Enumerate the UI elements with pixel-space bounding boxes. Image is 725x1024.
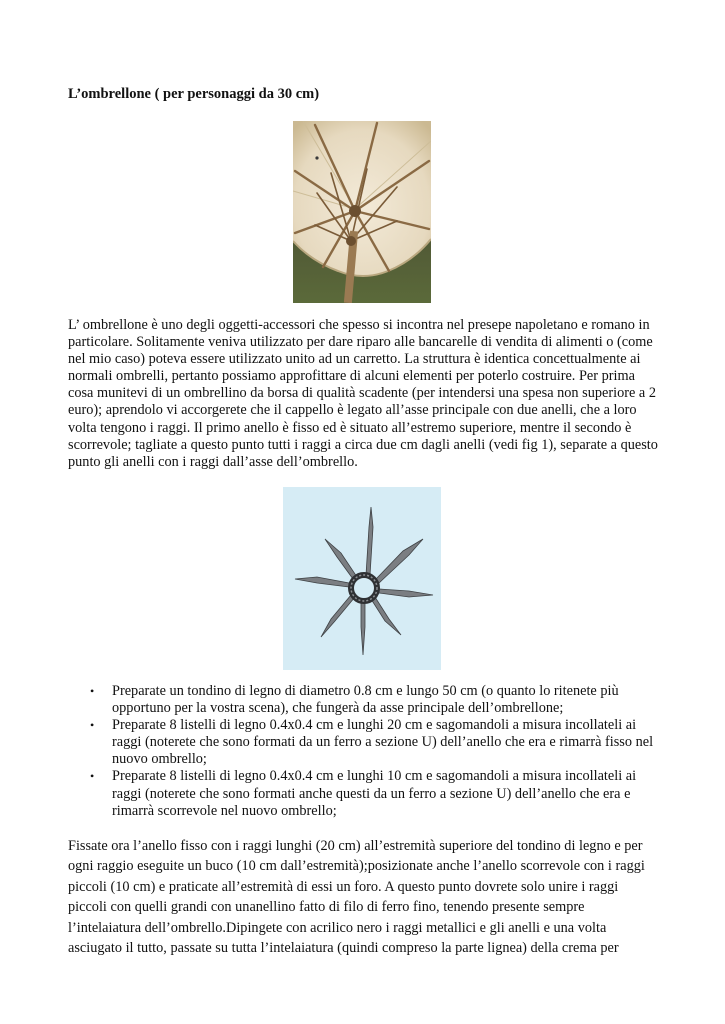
bullet-icon: •	[90, 718, 95, 733]
instruction-list	[68, 683, 658, 820]
list-item	[68, 768, 658, 819]
list-item	[68, 717, 658, 768]
bullet-icon: •	[90, 684, 95, 698]
document-title: L’ombrellone ( per personaggi da 30 cm)	[68, 86, 320, 102]
assembly-paragraph: Fissate ora l’anello fisso con i raggi lunghi (20 cm) all’estremità superiore del tondino di legno e per ogni raggio eseguite un buco (10 cm dall’estremità);posizionate anche l’anello scorrevole con i raggi piccoli (10 cm) e praticate all’estremità di essi un foro. A questo punto dovrete solo unire i raggi piccoli con quelli grandi con unanellino fatto di filo di ferro fino, tenendo presente sempre l’intelaiatura dell’ombrello.Dipingete con acrilico nero i raggi metallici e gli anelli e una volta asciugato il tutto, passate su tutta l’intelaiatura (quindi compreso la parte lignea) della crema per	[68, 838, 645, 957]
bullet-icon: •	[90, 769, 95, 784]
list-item-text: Preparate 8 listelli di legno 0.4x0.4 cm e lunghi 20 cm e sagomandoli a misura incollateli ai raggi (noterete che sono formati da un ferro a sezione U) dell’anello che era e rimarrà fisso nel nuovo ombrello;	[112, 717, 654, 768]
ring-ribs-photo	[283, 487, 441, 670]
list-item-text: Preparate un tondino di legno di diametro 0.8 cm e lungo 50 cm (o quanto lo ritenete più opportuno per la vostra scena), che fungerà da asse principale dell’ombrellone;	[112, 683, 619, 717]
umbrella-photo	[293, 121, 431, 303]
list-item-text: Preparate 8 listelli di legno 0.4x0.4 cm e lunghi 10 cm e sagomandoli a misura incollateli ai raggi (noterete che sono formati anche questi da un ferro a sezione U) dell’anello che era e rimarrà scorrevole nel nuovo ombrello;	[112, 768, 637, 819]
list-item	[68, 683, 658, 717]
intro-paragraph: L’ ombrellone è uno degli oggetti-accessori che spesso si incontra nel presepe napoletano e romano in particolare. Solitamente veniva utilizzato per dare riparo alle bancarelle di vendita di alimenti o (come nel mio caso) poteva essere utilizzato unito ad un carretto. La struttura è identica concettualmente ai normali ombrelli, pertanto possiamo approfittare di alcuni elementi per poterlo costruire. Per prima cosa munitevi di un ombrellino da borsa di qualità scadente (per intendersi una spesa non superiore a 2 euro); aprendolo vi accorgerete che il cappello è legato all’asse principale con due anelli, che a loro volta tengono i raggi. Il primo anello è fisso ed è situato all’estremo superiore, mentre il secondo è scorrevole; tagliate a questo punto tutti i raggi a circa due cm dagli anelli (vedi fig 1), separate a questo punto gli anelli con i raggi dall’asse dell’ombrello.	[68, 317, 658, 470]
